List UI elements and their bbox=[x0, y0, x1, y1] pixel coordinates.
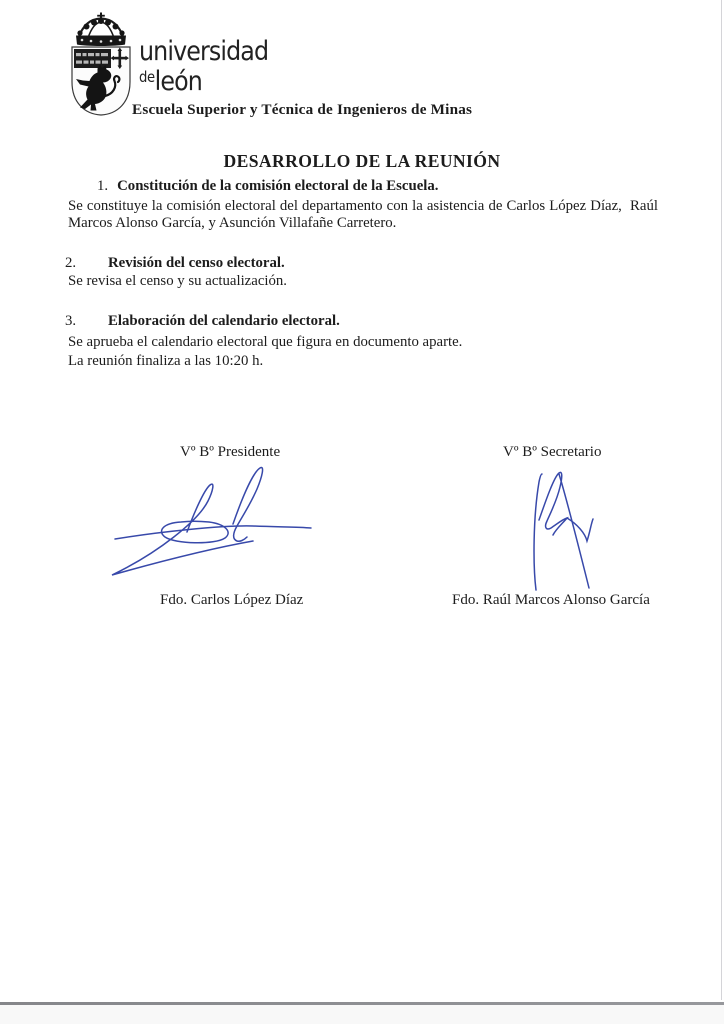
page-title: DESARROLLO DE LA REUNIÓN bbox=[223, 151, 501, 171]
scanner-background bbox=[0, 1005, 724, 1024]
section-1-number: 1. bbox=[97, 178, 109, 194]
section-3-heading: Elaboración del calendario electoral. bbox=[108, 313, 340, 329]
presidente-name-label: Fdo. Carlos López Díaz bbox=[160, 592, 304, 608]
section-3-heading-row bbox=[65, 313, 340, 330]
school-name: Escuela Superior y Técnica de Ingenieros de Minas bbox=[132, 101, 473, 118]
section-2-heading-row bbox=[65, 255, 285, 272]
section-3-paragraph-1: Se aprueba el calendario electoral que figura en documento aparte. bbox=[68, 334, 463, 350]
secretario-name-label: Fdo. Raúl Marcos Alonso García bbox=[452, 592, 650, 608]
section-2-paragraph: Se revisa el censo y su actualización. bbox=[68, 273, 287, 289]
section-1-heading: Constitución de la comisión electoral de la Escuela. bbox=[117, 178, 439, 194]
universidad-de-leon-crest-icon bbox=[67, 12, 135, 118]
scan-right-edge bbox=[721, 0, 722, 1000]
presidente-role-label: Vº Bº Presidente bbox=[180, 444, 281, 460]
logo-leon-text: león bbox=[154, 66, 202, 97]
logo-de-text: de bbox=[139, 68, 155, 86]
secretario-role-label: Vº Bº Secretario bbox=[503, 444, 602, 460]
section-3-paragraph-2: La reunión finaliza a las 10:20 h. bbox=[68, 353, 264, 369]
secretario-handwritten-signature-icon bbox=[520, 462, 610, 600]
section-3-number: 3. bbox=[65, 313, 77, 329]
logo-deleon-text bbox=[139, 65, 268, 97]
presidente-handwritten-signature-icon bbox=[103, 461, 318, 583]
section-2-number: 2. bbox=[65, 255, 77, 271]
university-logotype bbox=[139, 36, 269, 97]
section-2-heading: Revisión del censo electoral. bbox=[108, 255, 285, 271]
section-1-paragraph: Se constituye la comisión electoral del departamento con la asistencia de Carlos López Díaz, Raúl Marcos Alonso García, y Asunción Villafañe Carretero. bbox=[68, 198, 662, 231]
section-1-heading-row bbox=[97, 178, 439, 195]
logo-universidad-text: universidad bbox=[139, 36, 269, 67]
